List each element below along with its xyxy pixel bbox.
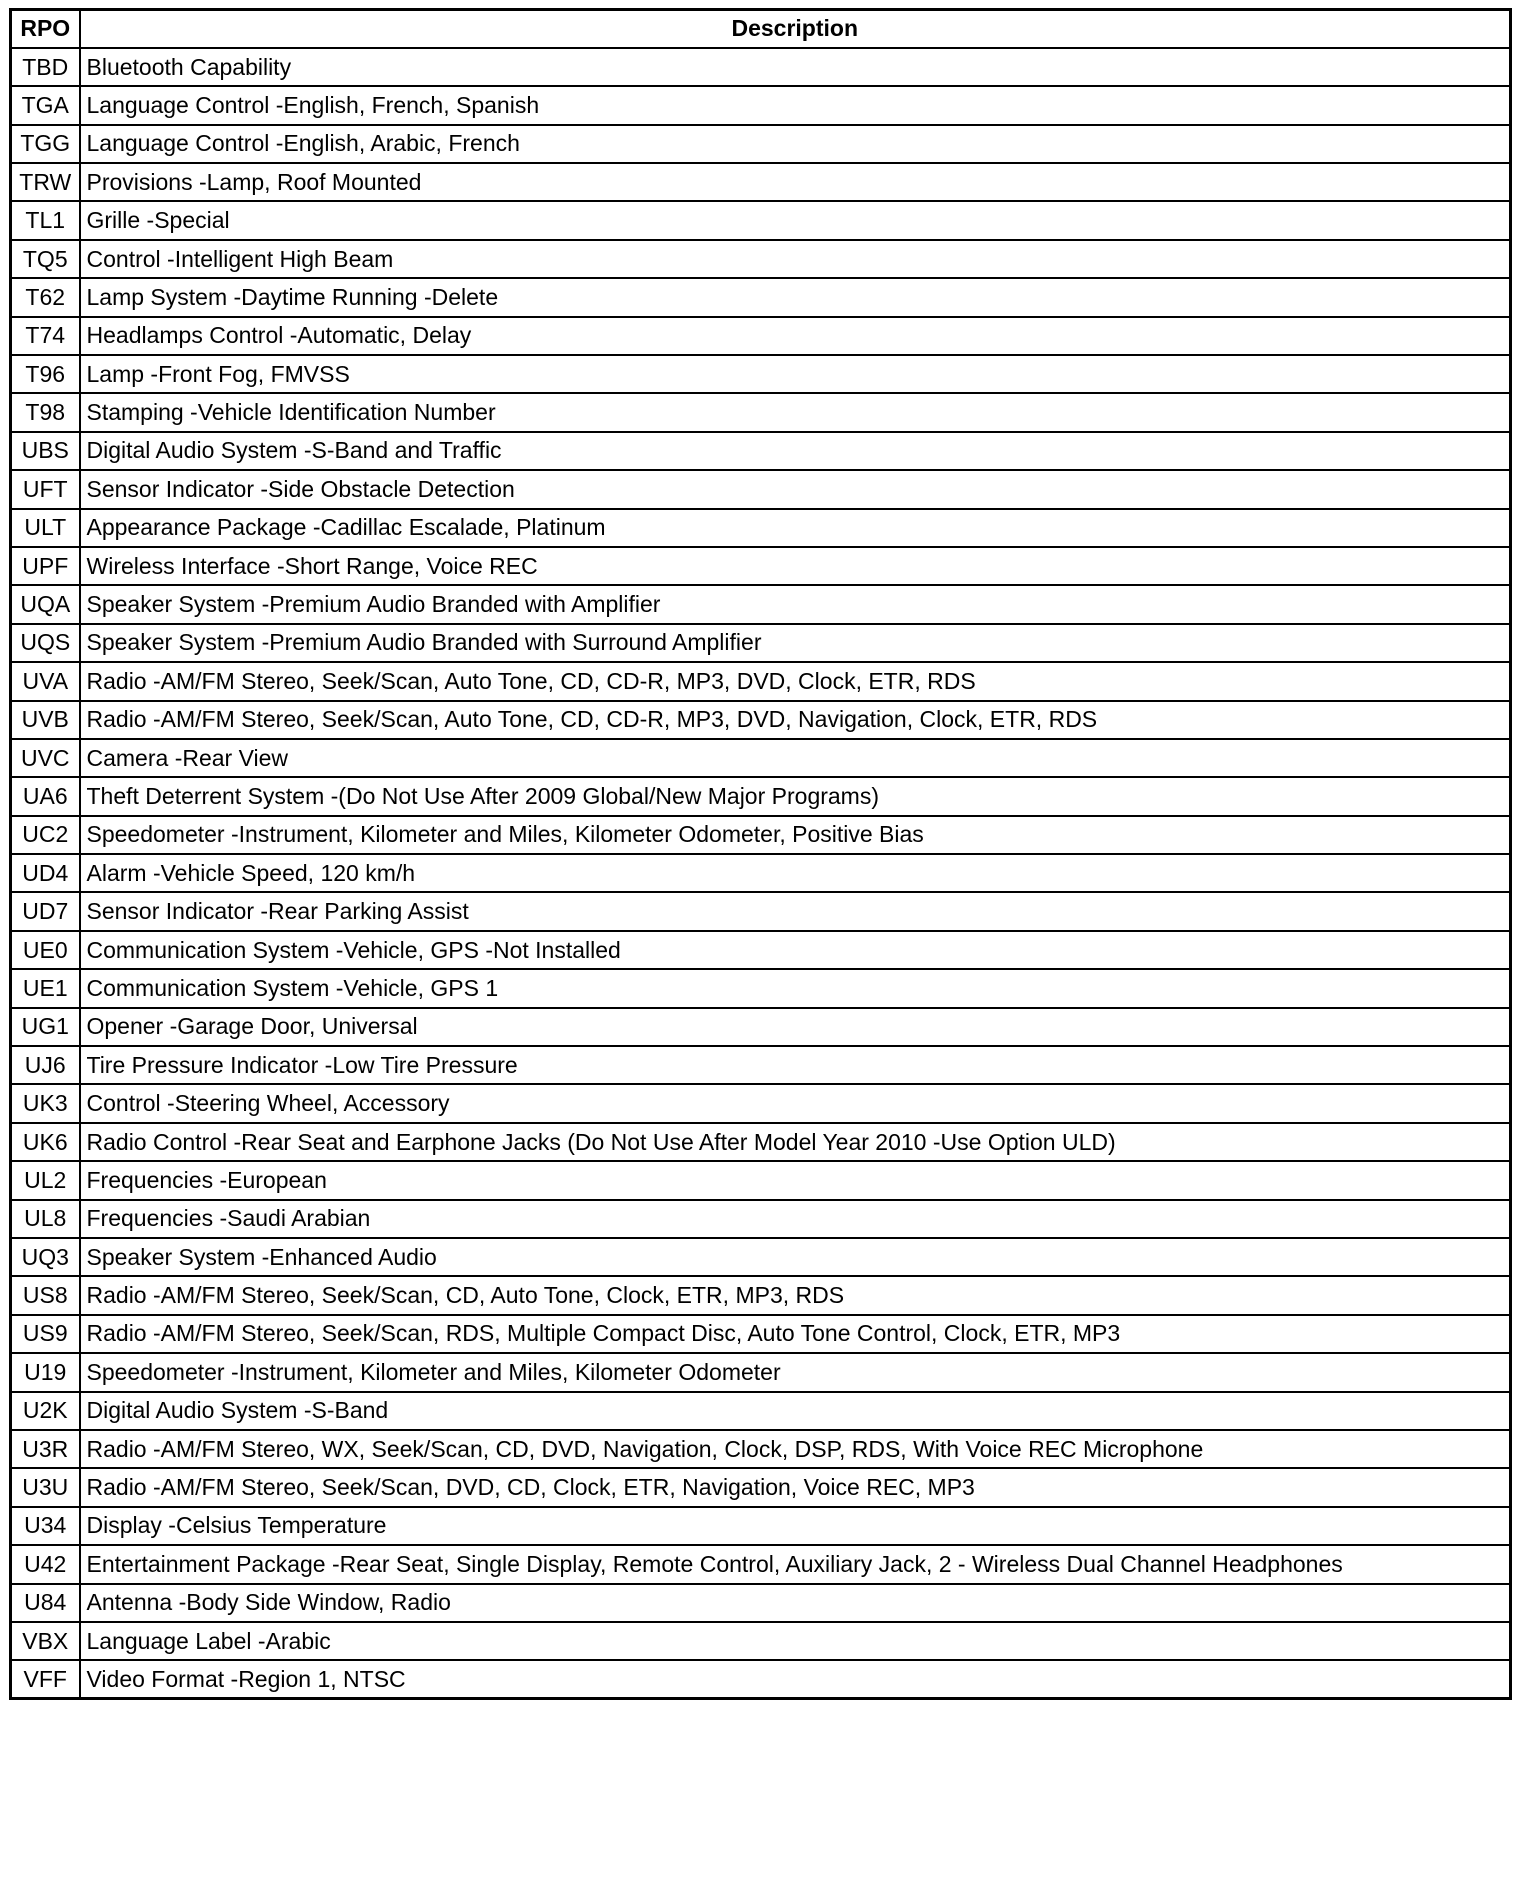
description-cell: Headlamps Control -Automatic, Delay (80, 317, 1511, 355)
rpo-code-cell: UK3 (11, 1084, 80, 1122)
table-row (11, 931, 1511, 969)
rpo-code-cell: TRW (11, 163, 80, 201)
description-cell: Sensor Indicator -Side Obstacle Detection (80, 470, 1511, 508)
rpo-code-cell: UVA (11, 662, 80, 700)
table-row (11, 240, 1511, 278)
description-cell: Speaker System -Premium Audio Branded with Amplifier (80, 585, 1511, 623)
description-cell: Communication System -Vehicle, GPS -Not Installed (80, 931, 1511, 969)
table-row (11, 1123, 1511, 1161)
rpo-code-cell: UC2 (11, 816, 80, 854)
rpo-code-cell: UA6 (11, 777, 80, 815)
rpo-code-cell: UQ3 (11, 1238, 80, 1276)
description-cell: Grille -Special (80, 201, 1511, 239)
table-row (11, 1392, 1511, 1430)
rpo-code-cell: U42 (11, 1545, 80, 1583)
table-row (11, 1430, 1511, 1468)
table-row (11, 470, 1511, 508)
table-row (11, 48, 1511, 86)
description-cell: Appearance Package -Cadillac Escalade, Platinum (80, 509, 1511, 547)
rpo-code-cell: TBD (11, 48, 80, 86)
description-cell: Provisions -Lamp, Roof Mounted (80, 163, 1511, 201)
table-row (11, 163, 1511, 201)
table-row (11, 701, 1511, 739)
table-row (11, 1008, 1511, 1046)
rpo-code-cell: VBX (11, 1622, 80, 1660)
rpo-code-cell: U34 (11, 1507, 80, 1545)
rpo-code-cell: U3R (11, 1430, 80, 1468)
table-row (11, 777, 1511, 815)
table-row (11, 969, 1511, 1007)
rpo-code-cell: TGA (11, 86, 80, 124)
description-cell: Radio -AM/FM Stereo, Seek/Scan, RDS, Multiple Compact Disc, Auto Tone Control, Clock, ETR, MP3 (80, 1315, 1511, 1353)
table-row (11, 1545, 1511, 1583)
rpo-code-cell: UVC (11, 739, 80, 777)
column-header-description: Description (80, 10, 1511, 48)
description-cell: Tire Pressure Indicator -Low Tire Pressure (80, 1046, 1511, 1084)
description-cell: Language Control -English, Arabic, French (80, 125, 1511, 163)
rpo-code-cell: US9 (11, 1315, 80, 1353)
table-row (11, 892, 1511, 930)
rpo-code-cell: U84 (11, 1584, 80, 1622)
description-cell: Antenna -Body Side Window, Radio (80, 1584, 1511, 1622)
rpo-code-cell: TGG (11, 125, 80, 163)
table-row (11, 1622, 1511, 1660)
rpo-code-cell: ULT (11, 509, 80, 547)
table-row (11, 1161, 1511, 1199)
rpo-code-cell: UL2 (11, 1161, 80, 1199)
description-cell: Radio -AM/FM Stereo, Seek/Scan, DVD, CD, Clock, ETR, Navigation, Voice REC, MP3 (80, 1468, 1511, 1506)
rpo-code-cell: T98 (11, 393, 80, 431)
table-row (11, 355, 1511, 393)
rpo-code-cell: TQ5 (11, 240, 80, 278)
rpo-code-cell: U3U (11, 1468, 80, 1506)
table-row (11, 317, 1511, 355)
description-cell: Frequencies -European (80, 1161, 1511, 1199)
table-row (11, 1276, 1511, 1314)
description-cell: Lamp -Front Fog, FMVSS (80, 355, 1511, 393)
description-cell: Language Control -English, French, Spanish (80, 86, 1511, 124)
description-cell: Lamp System -Daytime Running -Delete (80, 278, 1511, 316)
rpo-code-cell: US8 (11, 1276, 80, 1314)
table-row (11, 509, 1511, 547)
table-row (11, 1507, 1511, 1545)
description-cell: Control -Steering Wheel, Accessory (80, 1084, 1511, 1122)
table-row (11, 432, 1511, 470)
header-row (11, 10, 1511, 48)
rpo-code-cell: UD4 (11, 854, 80, 892)
rpo-code-cell: UPF (11, 547, 80, 585)
description-cell: Opener -Garage Door, Universal (80, 1008, 1511, 1046)
rpo-code-cell: UE0 (11, 931, 80, 969)
table-row (11, 278, 1511, 316)
description-cell: Speaker System -Enhanced Audio (80, 1238, 1511, 1276)
description-cell: Entertainment Package -Rear Seat, Single Display, Remote Control, Auxiliary Jack, 2 - Wireless Dual Channel Headphones (80, 1545, 1511, 1583)
description-cell: Radio -AM/FM Stereo, Seek/Scan, Auto Tone, CD, CD-R, MP3, DVD, Navigation, Clock, ETR, RDS (80, 701, 1511, 739)
table-row (11, 1200, 1511, 1238)
table-row (11, 1315, 1511, 1353)
table-row (11, 547, 1511, 585)
table-row (11, 585, 1511, 623)
description-cell: Alarm -Vehicle Speed, 120 km/h (80, 854, 1511, 892)
table-row (11, 854, 1511, 892)
table-row (11, 1468, 1511, 1506)
description-cell: Stamping -Vehicle Identification Number (80, 393, 1511, 431)
description-cell: Display -Celsius Temperature (80, 1507, 1511, 1545)
rpo-code-cell: U2K (11, 1392, 80, 1430)
description-cell: Camera -Rear View (80, 739, 1511, 777)
description-cell: Wireless Interface -Short Range, Voice REC (80, 547, 1511, 585)
table-row (11, 739, 1511, 777)
rpo-code-cell: UL8 (11, 1200, 80, 1238)
table-row (11, 1238, 1511, 1276)
rpo-code-cell: U19 (11, 1353, 80, 1391)
description-cell: Control -Intelligent High Beam (80, 240, 1511, 278)
description-cell: Radio -AM/FM Stereo, Seek/Scan, Auto Tone, CD, CD-R, MP3, DVD, Clock, ETR, RDS (80, 662, 1511, 700)
table-row (11, 1353, 1511, 1391)
table-row (11, 1046, 1511, 1084)
table-row (11, 662, 1511, 700)
description-cell: Radio -AM/FM Stereo, Seek/Scan, CD, Auto Tone, Clock, ETR, MP3, RDS (80, 1276, 1511, 1314)
description-cell: Digital Audio System -S-Band and Traffic (80, 432, 1511, 470)
rpo-code-cell: T74 (11, 317, 80, 355)
description-cell: Speedometer -Instrument, Kilometer and Miles, Kilometer Odometer, Positive Bias (80, 816, 1511, 854)
rpo-code-cell: T62 (11, 278, 80, 316)
table-row (11, 125, 1511, 163)
rpo-code-cell: UJ6 (11, 1046, 80, 1084)
description-cell: Radio -AM/FM Stereo, WX, Seek/Scan, CD, DVD, Navigation, Clock, DSP, RDS, With Voice REC Microphone (80, 1430, 1511, 1468)
rpo-code-cell: UQA (11, 585, 80, 623)
table-row (11, 86, 1511, 124)
description-cell: Theft Deterrent System -(Do Not Use After 2009 Global/New Major Programs) (80, 777, 1511, 815)
description-cell: Communication System -Vehicle, GPS 1 (80, 969, 1511, 1007)
rpo-code-cell: UVB (11, 701, 80, 739)
table-row (11, 1084, 1511, 1122)
rpo-code-cell: UD7 (11, 892, 80, 930)
table-row (11, 201, 1511, 239)
rpo-code-cell: TL1 (11, 201, 80, 239)
table-body (11, 48, 1511, 1699)
table-row (11, 393, 1511, 431)
rpo-code-cell: UE1 (11, 969, 80, 1007)
rpo-table (9, 8, 1512, 1700)
description-cell: Bluetooth Capability (80, 48, 1511, 86)
rpo-code-cell: UBS (11, 432, 80, 470)
rpo-code-cell: UK6 (11, 1123, 80, 1161)
description-cell: Sensor Indicator -Rear Parking Assist (80, 892, 1511, 930)
rpo-code-cell: UG1 (11, 1008, 80, 1046)
rpo-code-cell: VFF (11, 1660, 80, 1698)
rpo-code-cell: UFT (11, 470, 80, 508)
description-cell: Speedometer -Instrument, Kilometer and Miles, Kilometer Odometer (80, 1353, 1511, 1391)
description-cell: Radio Control -Rear Seat and Earphone Jacks (Do Not Use After Model Year 2010 -Use Option ULD) (80, 1123, 1511, 1161)
description-cell: Language Label -Arabic (80, 1622, 1511, 1660)
description-cell: Frequencies -Saudi Arabian (80, 1200, 1511, 1238)
description-cell: Speaker System -Premium Audio Branded with Surround Amplifier (80, 624, 1511, 662)
table-row (11, 1584, 1511, 1622)
rpo-code-cell: UQS (11, 624, 80, 662)
table-row (11, 1660, 1511, 1698)
rpo-code-cell: T96 (11, 355, 80, 393)
description-cell: Video Format -Region 1, NTSC (80, 1660, 1511, 1698)
description-cell: Digital Audio System -S-Band (80, 1392, 1511, 1430)
table-row (11, 816, 1511, 854)
table-row (11, 624, 1511, 662)
column-header-rpo: RPO (11, 10, 80, 48)
